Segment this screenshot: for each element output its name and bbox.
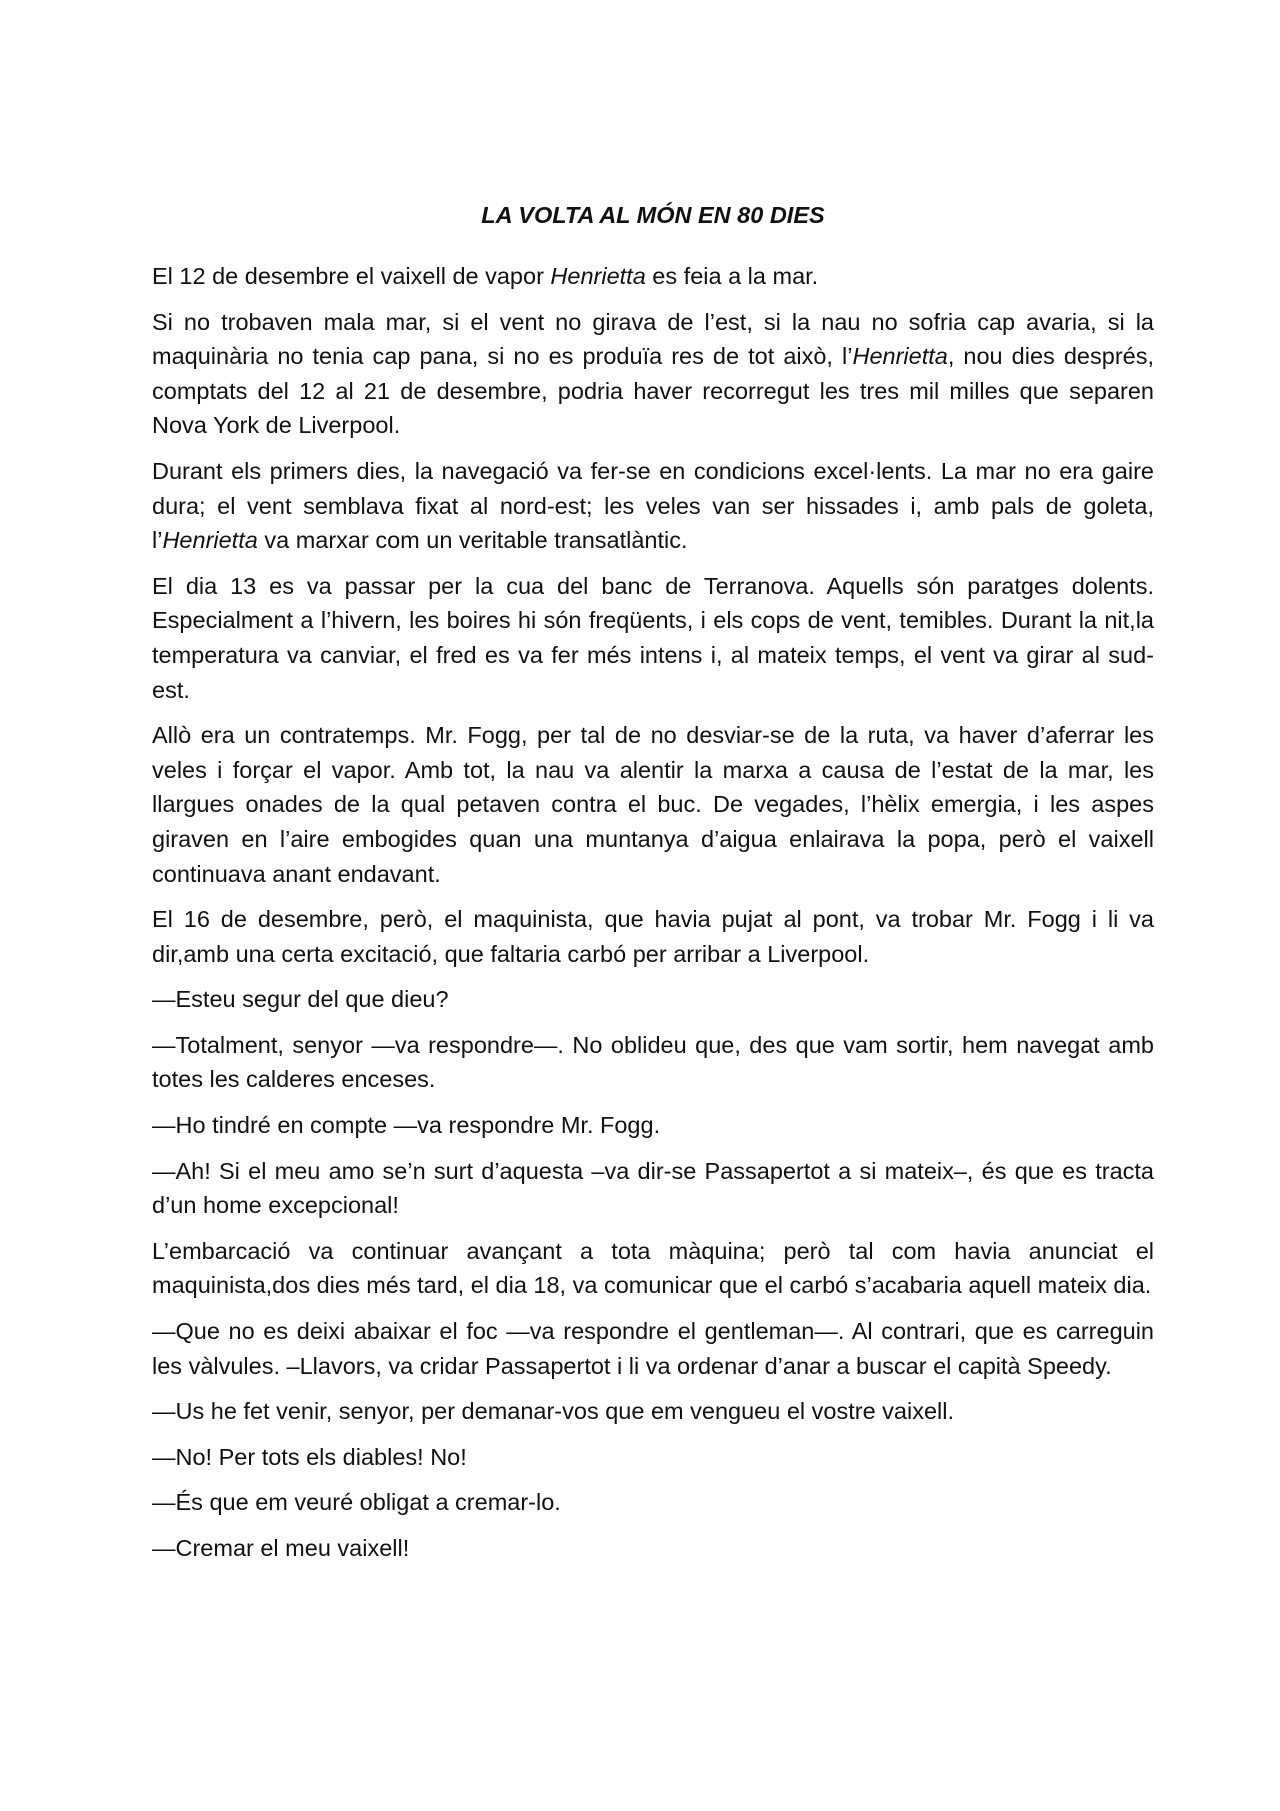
paragraph xyxy=(152,1531,1154,1566)
paragraph xyxy=(152,1440,1154,1475)
text-run: —No! Per tots els diables! No! xyxy=(152,1443,467,1470)
text-run: —Cremar el meu vaixell! xyxy=(152,1535,410,1561)
text-run: es feia a la mar. xyxy=(645,263,819,289)
document-body xyxy=(152,259,1154,1566)
text-run: va marxar com un veritable transatlàntic. xyxy=(257,527,688,554)
text-run: —Esteu segur del que dieu? xyxy=(152,986,449,1013)
paragraph xyxy=(152,1314,1154,1383)
text-run: —Totalment, senyor —va respondre—. No oblideu que, des que vam sortir, hem navegat amb totes les calderes enceses. xyxy=(152,1031,1154,1093)
paragraph xyxy=(152,902,1154,971)
paragraph xyxy=(152,259,1154,294)
text-run: —Ho tindré en compte —va respondre Mr. Fogg. xyxy=(152,1112,661,1139)
document-page xyxy=(152,198,1154,1577)
italic-text: Henrietta xyxy=(162,527,258,554)
text-run: Durant els primers dies, la navegació va fer-se en condicions excel·lents. La mar no era gaire dura; el vent semblava fixat al nord-est; les veles van ser hissades i, amb pals de goleta, l’ xyxy=(152,457,1154,554)
paragraph xyxy=(152,1154,1154,1223)
document-title: LA VOLTA AL MÓN EN 80 DIES xyxy=(481,202,825,228)
text-run: El dia 13 es va passar per la cua del banc de Terranova. Aquells són paratges dolents. Especialment a l’hivern, les boires hi són freqüents, i els cops de vent, temibles. Durant la nit,la temperatura va canviar, el fred es va fer més intens i, al mateix temps, el vent va girar al sud-est. xyxy=(152,572,1154,703)
paragraph xyxy=(152,982,1154,1017)
paragraph xyxy=(152,305,1154,443)
italic-text: Henrietta xyxy=(852,343,948,370)
paragraph xyxy=(152,1234,1154,1303)
text-run: L’embarcació va continuar avançant a tota màquina; però tal com havia anunciat el maquinista,dos dies més tard, el dia 18, va comunicar que el carbó s’acabaria aquell mateix dia. xyxy=(152,1237,1154,1299)
text-run: —És que em veuré obligat a cremar-lo. xyxy=(152,1489,561,1516)
paragraph xyxy=(152,1394,1154,1429)
text-run: Allò era un contratemps. Mr. Fogg, per tal de no desviar-se de la ruta, va haver d’aferrar les veles i forçar el vapor. Amb tot, la nau va alentir la marxa a causa de l’estat de la mar, les llargues onades de la qual petaven contra el buc. De vegades, l’hèlix emergia, i les aspes giraven en l’aire embogides quan una muntanya d’aigua enlairava la popa, però el vaixell continuava anant endavant. xyxy=(152,722,1154,887)
text-run: , nou dies després, comptats del 12 al 21 de desembre, podria haver recorregut les tres mil milles que separen Nova York de Liverpool. xyxy=(152,343,1154,439)
paragraph xyxy=(152,569,1154,707)
text-run: Si no trobaven mala mar, si el vent no girava de l’est, si la nau no sofria cap avaria, si la maquinària no tenia cap pana, si no es produïa res de tot això, l’ xyxy=(152,308,1154,370)
text-run: —Ah! Si el meu amo se’n surt d’aquesta –va dir-se Passapertot a si mateix–, és que es tracta d’un home excepcional! xyxy=(152,1157,1154,1219)
paragraph xyxy=(152,454,1154,558)
text-run: —Que no es deixi abaixar el foc —va respondre el gentleman—. Al contrari, que es carreguin les vàlvules. –Llavors, va cridar Passapertot i li va ordenar d’anar a buscar el capità Speedy. xyxy=(152,1318,1154,1379)
text-run: —Us he fet venir, senyor, per demanar-vos que em vengueu el vostre vaixell. xyxy=(152,1398,955,1425)
italic-text: Henrietta xyxy=(550,263,646,289)
text-run: El 16 de desembre, però, el maquinista, que havia pujat al pont, va trobar Mr. Fogg i li va dir,amb una certa excitació, que faltaria carbó per arribar a Liverpool. xyxy=(152,906,1154,967)
text-run: El 12 de desembre el vaixell de vapor xyxy=(152,263,551,289)
paragraph xyxy=(152,1108,1154,1143)
paragraph xyxy=(152,1028,1154,1097)
paragraph xyxy=(152,1485,1154,1520)
paragraph xyxy=(152,718,1154,891)
